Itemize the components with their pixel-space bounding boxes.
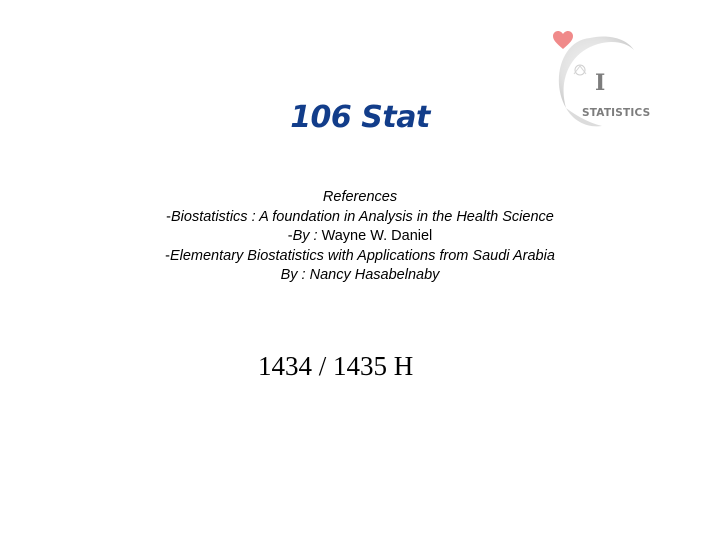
heart-icon: [552, 30, 574, 50]
reference-dash: -: [166, 208, 171, 225]
reference-line-3: [0, 247, 720, 267]
references-block: [0, 188, 720, 286]
page-title: 106 Stat: [290, 100, 430, 135]
reference-line-1: [0, 208, 720, 228]
reference-title-1: Biostatistics : A foundation in Analysis in the Health Science: [171, 208, 554, 225]
reference-dash: -: [287, 228, 293, 244]
logo-letter: I: [595, 70, 606, 96]
reference-title-2: Elementary Biostatistics with Applications from Saudi Arabia: [169, 247, 555, 264]
references-heading: References: [322, 189, 398, 205]
reference-line-2: [0, 227, 720, 247]
academic-year: 1434 / 1435 H: [258, 351, 414, 381]
reference-dash: -: [165, 247, 170, 264]
reference-author-1: Wayne W. Daniel: [317, 228, 433, 244]
logo-word: STATISTICS: [582, 107, 651, 119]
reference-author-2: By : Nancy Hasabelnaby: [280, 267, 440, 283]
reference-by-label: By :: [292, 228, 318, 244]
